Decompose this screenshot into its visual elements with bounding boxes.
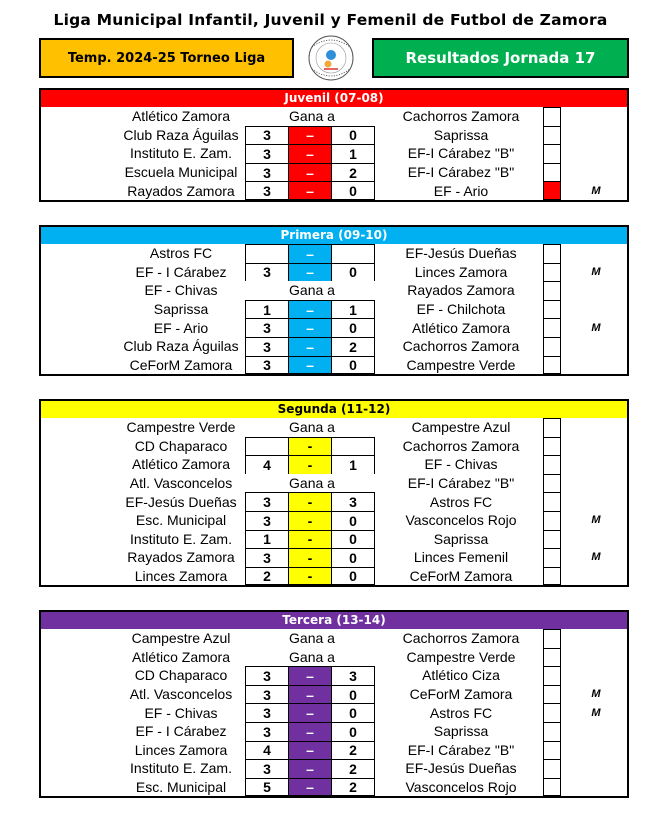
away-team: Linces Femenil [413, 549, 509, 566]
home-team: Atl. Vasconcelos [129, 686, 233, 703]
home-team: Atlético Zamora [131, 648, 231, 665]
season-label: Temp. 2024-25 Torneo Liga [39, 38, 294, 78]
score-separator: - [289, 492, 331, 511]
match-row [41, 300, 627, 319]
home-team: Atlético Zamora [131, 108, 231, 125]
score-separator: – [289, 703, 331, 722]
away-team: EF-I Cárabez "B" [407, 741, 515, 758]
home-score: 1 [245, 530, 289, 549]
section-primera [39, 225, 629, 376]
score-separator: – [289, 741, 331, 760]
section-juvenil [39, 88, 629, 202]
away-team: EF-I Cárabez "B" [407, 475, 515, 492]
status-box [543, 759, 561, 778]
home-team: Instituto E. Zam. [130, 145, 232, 162]
home-score: 4 [245, 455, 289, 474]
status-box [543, 530, 561, 549]
match-row [41, 244, 627, 263]
away-team: Vasconcelos Rojo [405, 779, 517, 796]
score-separator: – [289, 126, 331, 145]
home-score: 3 [245, 318, 289, 337]
score-separator: – [289, 263, 331, 282]
match-row [41, 567, 627, 586]
home-team: EF-Jesús Dueñas [125, 493, 237, 510]
score-separator: – [289, 244, 331, 263]
away-team: CeForM Zamora [409, 686, 513, 703]
home-team: Atlético Zamora [131, 456, 231, 473]
status-box [543, 418, 561, 437]
match-row [41, 703, 627, 722]
home-score: 2 [245, 567, 289, 586]
status-box [543, 300, 561, 319]
away-score: 1 [331, 144, 375, 163]
away-score: 2 [331, 163, 375, 182]
home-score: 3 [245, 263, 289, 282]
status-box [543, 281, 561, 300]
match-row [41, 722, 627, 741]
status-box [543, 703, 561, 722]
score-separator: - [289, 455, 331, 474]
status-box [543, 741, 561, 760]
home-score [245, 244, 289, 263]
away-team: Saprissa [433, 126, 489, 143]
home-team: Saprissa [153, 301, 209, 318]
match-row [41, 356, 627, 375]
forfeit-label: Gana a [289, 419, 335, 436]
status-box [543, 685, 561, 704]
away-team: Cachorros Zamora [402, 630, 520, 647]
match-row [41, 318, 627, 337]
away-team: Atlético Ciza [422, 667, 500, 684]
home-team: EF - Chivas [144, 282, 218, 299]
away-score: 0 [331, 511, 375, 530]
home-team: EF - I Cárabez [135, 263, 227, 280]
away-score: 0 [331, 685, 375, 704]
status-box [543, 666, 561, 685]
section-title: Juvenil (07-08) [41, 90, 627, 107]
away-team: Saprissa [433, 530, 489, 547]
score-separator: - [289, 437, 331, 456]
status-box [543, 778, 561, 797]
match-row [41, 181, 627, 200]
score-separator: - [289, 548, 331, 567]
score-separator: – [289, 356, 331, 375]
away-score: 3 [331, 492, 375, 511]
forfeit-label: Gana a [289, 475, 335, 492]
home-team: Linces Zamora [134, 568, 228, 585]
away-team: EF-I Cárabez "B" [407, 145, 515, 162]
status-box [543, 107, 561, 126]
forfeit-label: Gana a [289, 108, 335, 125]
score-separator: – [289, 685, 331, 704]
match-row [41, 511, 627, 530]
home-team: CeForM Zamora [129, 356, 233, 373]
status-box [543, 567, 561, 586]
home-score: 3 [245, 492, 289, 511]
away-score: 1 [331, 455, 375, 474]
home-team: EF - Chivas [144, 704, 218, 721]
home-score: 1 [245, 300, 289, 319]
score-separator: – [289, 778, 331, 797]
match-row [41, 281, 627, 300]
away-team: Campestre Verde [406, 648, 516, 665]
forfeit-label: Gana a [289, 282, 335, 299]
score-separator: – [289, 722, 331, 741]
match-mark: M [591, 688, 601, 701]
home-score: 3 [245, 356, 289, 375]
match-row [41, 144, 627, 163]
match-mark: M [591, 265, 601, 278]
match-row [41, 126, 627, 145]
results-label: Resultados Jornada 17 [372, 38, 629, 78]
page-title: Liga Municipal Infantil, Juvenil y Femenil de Futbol de Zamora [53, 11, 608, 29]
home-score: 3 [245, 759, 289, 778]
score-separator: – [289, 163, 331, 182]
away-team: EF-Jesús Dueñas [405, 245, 517, 262]
score-separator: - [289, 530, 331, 549]
match-row [41, 648, 627, 667]
away-team: Cachorros Zamora [402, 108, 520, 125]
away-team: Vasconcelos Rojo [405, 512, 517, 529]
status-box [543, 144, 561, 163]
match-row [41, 163, 627, 182]
status-box [543, 356, 561, 375]
score-separator: – [289, 337, 331, 356]
away-score: 0 [331, 263, 375, 282]
match-row [41, 418, 627, 437]
away-team: EF - Chivas [424, 456, 498, 473]
forfeit-label: Gana a [289, 648, 335, 665]
match-row [41, 666, 627, 685]
match-row [41, 685, 627, 704]
home-score: 4 [245, 741, 289, 760]
home-team: Escuela Municipal [124, 164, 238, 181]
status-box [543, 263, 561, 282]
match-mark: M [591, 706, 601, 719]
home-score: 3 [245, 163, 289, 182]
away-score: 2 [331, 778, 375, 797]
match-row [41, 437, 627, 456]
home-team: Club Raza Águilas [123, 126, 239, 143]
away-team: Campestre Azul [411, 419, 511, 436]
match-row [41, 107, 627, 126]
away-score: 0 [331, 126, 375, 145]
match-mark: M [591, 514, 601, 527]
home-team: Campestre Verde [126, 419, 236, 436]
away-team: EF - Chilchota [416, 301, 506, 318]
home-team: Instituto E. Zam. [130, 530, 232, 547]
status-box [543, 455, 561, 474]
away-score: 0 [331, 703, 375, 722]
away-score [331, 244, 375, 263]
match-row [41, 530, 627, 549]
section-title: Tercera (13-14) [41, 612, 627, 629]
home-team: CD Chaparaco [134, 437, 228, 454]
match-row [41, 759, 627, 778]
away-team: Campestre Verde [406, 356, 516, 373]
away-score: 1 [331, 300, 375, 319]
away-team: Astros FC [429, 704, 493, 721]
section-segunda [39, 399, 629, 587]
home-score: 3 [245, 548, 289, 567]
league-logo [302, 33, 360, 83]
home-team: Club Raza Águilas [123, 338, 239, 355]
score-separator: – [289, 759, 331, 778]
away-team: Cachorros Zamora [402, 437, 520, 454]
score-separator: – [289, 318, 331, 337]
home-team: Rayados Zamora [127, 182, 235, 199]
section-tercera [39, 610, 629, 798]
status-box [543, 474, 561, 493]
match-row [41, 548, 627, 567]
status-box [543, 648, 561, 667]
status-box [543, 181, 561, 200]
match-mark: M [591, 184, 601, 197]
match-row [41, 337, 627, 356]
away-score: 2 [331, 337, 375, 356]
away-team: EF-I Cárabez "B" [407, 164, 515, 181]
match-row [41, 263, 627, 282]
away-score: 0 [331, 548, 375, 567]
home-team: CD Chaparaco [134, 667, 228, 684]
status-box [543, 548, 561, 567]
home-score: 3 [245, 337, 289, 356]
home-team: Esc. Municipal [135, 779, 227, 796]
section-title: Primera (09-10) [41, 227, 627, 244]
status-box [543, 629, 561, 648]
home-score [245, 437, 289, 456]
match-list [41, 629, 627, 796]
home-score: 3 [245, 703, 289, 722]
status-box [543, 126, 561, 145]
home-score: 3 [245, 144, 289, 163]
status-box [543, 437, 561, 456]
home-team: Campestre Azul [131, 630, 231, 647]
home-team: Astros FC [149, 245, 213, 262]
away-score: 0 [331, 318, 375, 337]
away-score: 0 [331, 181, 375, 200]
match-row [41, 492, 627, 511]
score-separator: – [289, 666, 331, 685]
status-box [543, 244, 561, 263]
match-mark: M [591, 321, 601, 334]
score-separator: – [289, 144, 331, 163]
away-score: 0 [331, 567, 375, 586]
score-separator: - [289, 511, 331, 530]
home-score: 3 [245, 181, 289, 200]
match-list [41, 107, 627, 200]
forfeit-label: Gana a [289, 630, 335, 647]
status-box [543, 163, 561, 182]
score-separator: – [289, 300, 331, 319]
score-separator: - [289, 567, 331, 586]
home-score: 3 [245, 666, 289, 685]
status-box [543, 337, 561, 356]
away-score: 2 [331, 741, 375, 760]
away-team: EF - Ario [433, 182, 489, 199]
home-team: Linces Zamora [134, 741, 228, 758]
away-score [331, 437, 375, 456]
away-team: CeForM Zamora [409, 568, 513, 585]
status-box [543, 722, 561, 741]
home-team: Rayados Zamora [127, 549, 235, 566]
status-box [543, 318, 561, 337]
match-row [41, 629, 627, 648]
status-box [543, 492, 561, 511]
home-team: Instituto E. Zam. [130, 760, 232, 777]
home-team: Esc. Municipal [135, 512, 227, 529]
score-separator: – [289, 181, 331, 200]
match-row [41, 778, 627, 797]
away-team: Saprissa [433, 723, 489, 740]
away-team: EF-Jesús Dueñas [405, 760, 517, 777]
away-score: 0 [331, 530, 375, 549]
home-team: EF - I Cárabez [135, 723, 227, 740]
home-score: 3 [245, 685, 289, 704]
section-title: Segunda (11-12) [41, 401, 627, 418]
home-score: 3 [245, 722, 289, 741]
match-mark: M [591, 551, 601, 564]
away-score: 2 [331, 759, 375, 778]
status-box [543, 511, 561, 530]
match-row [41, 741, 627, 760]
match-list [41, 244, 627, 374]
away-team: Astros FC [429, 493, 493, 510]
home-team: EF - Ario [153, 319, 209, 336]
match-list [41, 418, 627, 585]
home-score: 3 [245, 126, 289, 145]
home-score: 3 [245, 511, 289, 530]
match-row [41, 455, 627, 474]
away-team: Atlético Zamora [411, 319, 511, 336]
match-row [41, 474, 627, 493]
away-score: 3 [331, 666, 375, 685]
home-team: Atl. Vasconcelos [129, 475, 233, 492]
away-score: 0 [331, 722, 375, 741]
home-score: 5 [245, 778, 289, 797]
away-score: 0 [331, 356, 375, 375]
away-team: Linces Zamora [414, 263, 508, 280]
away-team: Cachorros Zamora [402, 338, 520, 355]
away-team: Rayados Zamora [407, 282, 515, 299]
